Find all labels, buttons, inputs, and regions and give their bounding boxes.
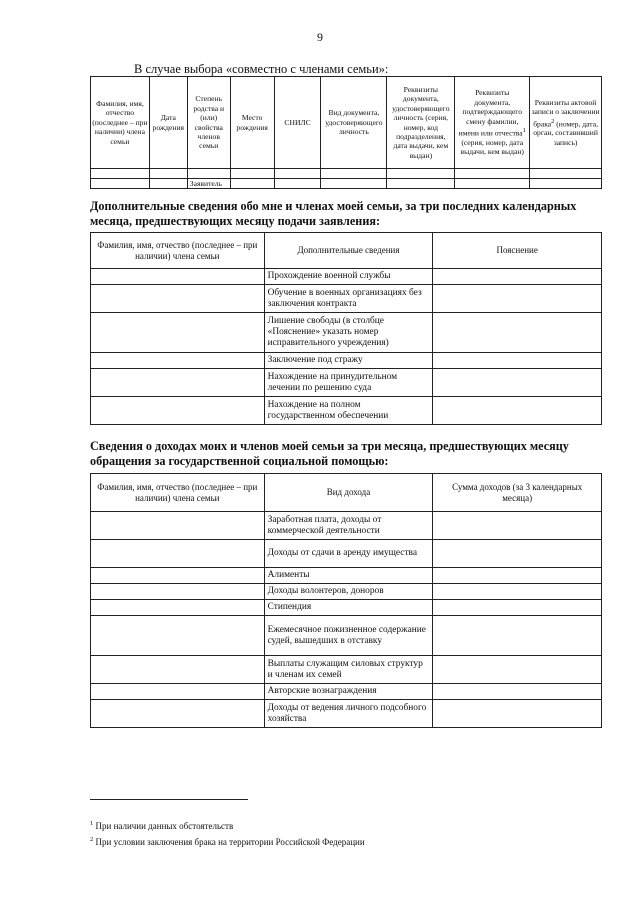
row-label: Стипендия xyxy=(264,600,433,616)
table-row xyxy=(91,179,602,189)
row-label: Ежемесячное пожизненное содержание судей, вышедших в отставку xyxy=(264,616,433,656)
row-label: Авторские вознаграждения xyxy=(264,684,433,700)
row-label: Выплаты служащим силовых структур и членам их семей xyxy=(264,656,433,684)
row-label: Нахождение на принудительном лечении по решению суда xyxy=(264,369,433,397)
table-row xyxy=(91,285,602,313)
income-table xyxy=(90,473,602,728)
row-label: Доходы от сдачи в аренду имущества xyxy=(264,540,433,568)
row-label: Алименты xyxy=(264,568,433,584)
row-label: Лишение свободы (в столбце «Пояснение» указать номер исправительного учреждения) xyxy=(264,313,433,353)
table-row xyxy=(91,656,602,684)
table-row xyxy=(91,169,602,179)
row-label: Заключение под стражу xyxy=(264,353,433,369)
applicant-cell: Заявитель xyxy=(187,179,230,189)
additional-info-title: Дополнительные сведения обо мне и членах моей семьи, за три последних календарных месяца, предшествующих месяцу подачи заявления: xyxy=(90,199,577,228)
col-header-additional-info: Дополнительные сведения xyxy=(264,233,433,269)
col-header-id-doc-type: Вид документа, удостоверяющего личность xyxy=(321,77,387,169)
income-section-title: Сведения о доходах моих и членов моей семьи за три месяца, предшествующих месяцу обращения за государственной социальной помощью: xyxy=(90,439,569,468)
col-header-name: Фамилия, имя, отчество (последнее – при наличии) члена семьи xyxy=(91,474,265,512)
row-label: Нахождение на полном государственном обеспечении xyxy=(264,397,433,425)
footnote-divider xyxy=(90,799,248,800)
table-row xyxy=(91,584,602,600)
col-header-name: Фамилия, имя, отчество (последнее – при наличии) члена семьи xyxy=(91,77,150,169)
col-header-income-sum: Сумма доходов (за 3 календарных месяца) xyxy=(433,474,602,512)
row-label: Заработная плата, доходы от коммерческой деятельности xyxy=(264,512,433,540)
table-row xyxy=(91,600,602,616)
family-members-table xyxy=(90,76,602,189)
table-row xyxy=(91,313,602,353)
table-row xyxy=(91,684,602,700)
col-header-kinship: Степень родства и (или) свойства членов семьи xyxy=(187,77,230,169)
row-label: Прохождение военной службы xyxy=(264,269,433,285)
table-row xyxy=(91,269,602,285)
col-header-id-doc-details: Реквизиты документа, удостоверяющего личность (серия, номер, код подразделения, дата выдачи, кем выдан) xyxy=(387,77,455,169)
col-header-explanation: Пояснение xyxy=(433,233,602,269)
table-row xyxy=(91,512,602,540)
table-row xyxy=(91,700,602,728)
row-label: Доходы волонтеров, доноров xyxy=(264,584,433,600)
additional-info-table xyxy=(90,232,602,425)
col-header-birth-place: Место рождения xyxy=(230,77,274,169)
col-header-birth-date: Дата рождения xyxy=(149,77,187,169)
footnote-1: $^1$ При наличии данных обстоятельств xyxy=(90,820,234,831)
page-number: 9 xyxy=(317,30,323,44)
col-header-name: Фамилия, имя, отчество (последнее – при наличии) члена семьи xyxy=(91,233,265,269)
table-row xyxy=(91,616,602,656)
table-row xyxy=(91,568,602,584)
table-row xyxy=(91,540,602,568)
row-label: Обучение в военных организациях без заключения контракта xyxy=(264,285,433,313)
table-row xyxy=(91,369,602,397)
col-header-income-type: Вид дохода xyxy=(264,474,433,512)
footnote-2: $^2$ При условии заключения брака на территории Российской Федерации xyxy=(90,836,365,847)
intro-text: В случае выбора «совместно с членами семьи»: xyxy=(134,62,389,76)
table-row xyxy=(91,397,602,425)
footnotes xyxy=(90,817,365,849)
col-header-marriage-record: Реквизиты актовой записи о заключении брака$^2$ (номер, дата, орган, составивший запись) xyxy=(530,77,602,169)
row-label: Доходы от ведения личного подсобного хозяйства xyxy=(264,700,433,728)
col-header-snils: СНИЛС xyxy=(274,77,321,169)
table-row xyxy=(91,353,602,369)
col-header-name-change-doc: Реквизиты документа, подтверждающего смену фамилии, имени или отчества$^1$ (серия, номер, дата выдачи, кем выдан) xyxy=(455,77,530,169)
